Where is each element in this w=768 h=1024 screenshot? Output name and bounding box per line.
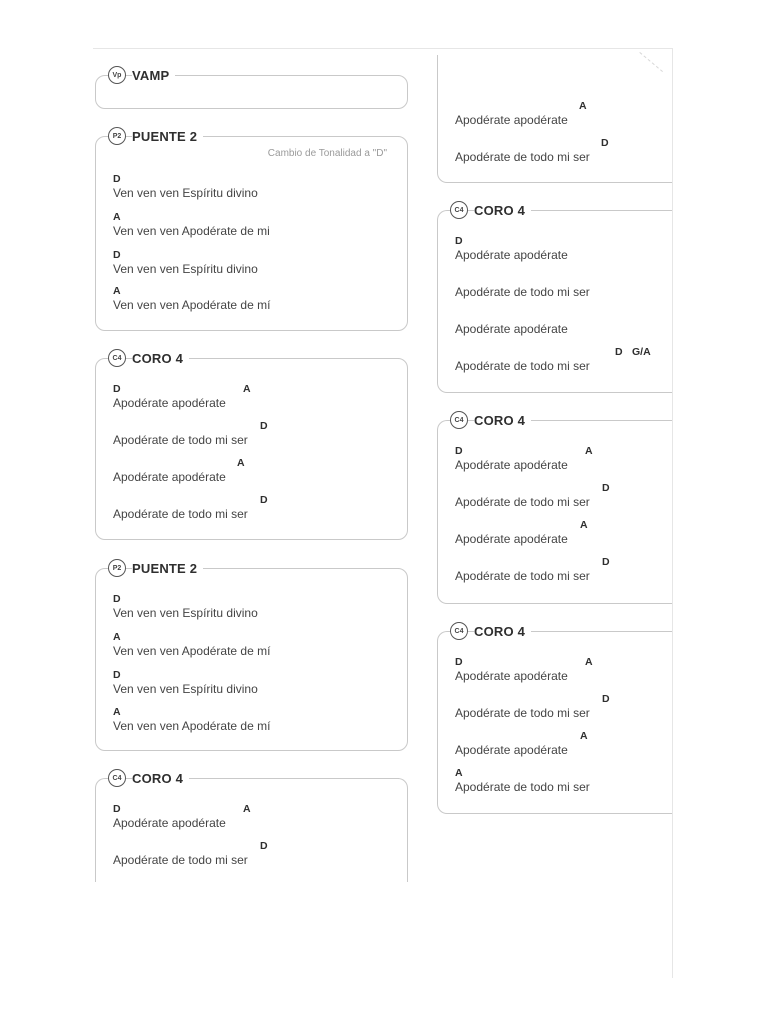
chord: D <box>113 593 121 605</box>
section-header <box>108 125 407 147</box>
chord: A <box>585 445 593 457</box>
section-title: CORO 4 <box>474 413 531 428</box>
lyric: Apodérate apodérate <box>455 743 568 757</box>
chord: D <box>260 420 268 432</box>
chord: A <box>455 767 463 779</box>
section-coro-4 <box>95 350 408 540</box>
header-divider <box>203 136 399 137</box>
section-title: PUENTE 2 <box>132 561 203 576</box>
chord: A <box>113 285 121 297</box>
chord: A <box>243 803 251 815</box>
section-header <box>108 557 407 579</box>
page-right-border <box>672 48 673 978</box>
lyric: Apodérate de todo mi ser <box>455 359 590 373</box>
lyric: Apodérate apodérate <box>113 816 226 830</box>
lyric-line <box>455 309 662 346</box>
section-header <box>108 347 407 369</box>
lyric-line <box>113 706 397 743</box>
lyric: Apodérate de todo mi ser <box>113 853 248 867</box>
lyric-line <box>455 519 662 556</box>
lyric: Apodérate apodérate <box>113 396 226 410</box>
chord: D <box>455 235 463 247</box>
lyric-line <box>113 211 397 249</box>
chord: A <box>580 519 588 531</box>
lyric: Apodérate de todo mi ser <box>113 433 248 447</box>
lyric-line <box>455 482 662 519</box>
lyric-line <box>455 730 662 767</box>
chord: D <box>260 494 268 506</box>
lyric-line <box>455 767 662 804</box>
lyric-line <box>455 445 662 482</box>
section-header <box>108 64 407 86</box>
section-title: CORO 4 <box>474 203 531 218</box>
chord: G/A <box>632 346 651 358</box>
lyric-line <box>455 137 662 174</box>
chord: D <box>260 840 268 852</box>
chord: D <box>602 556 610 568</box>
header-divider <box>175 75 399 76</box>
lyric: Ven ven ven Espíritu divino <box>113 262 258 276</box>
section-badge-icon: C4 <box>108 349 126 367</box>
lyric: Ven ven ven Apodérate de mi <box>113 224 270 238</box>
lyric: Apodérate apodérate <box>455 113 568 127</box>
lyric-line <box>455 235 662 272</box>
header-divider <box>189 358 399 359</box>
chord: D <box>602 482 610 494</box>
lyric: Ven ven ven Espíritu divino <box>113 186 258 200</box>
lyric-line <box>113 803 397 840</box>
section-badge-icon: P2 <box>108 559 126 577</box>
section-title: CORO 4 <box>132 771 189 786</box>
section-header <box>450 199 672 221</box>
lyric-line <box>113 593 397 631</box>
lyric-line <box>113 494 397 531</box>
lyric: Ven ven ven Espíritu divino <box>113 682 258 696</box>
section-header <box>108 767 407 789</box>
section-title: VAMP <box>132 68 175 83</box>
lyric: Apodérate de todo mi ser <box>455 495 590 509</box>
header-divider <box>531 631 672 632</box>
section-title: CORO 4 <box>132 351 189 366</box>
lyric-line <box>113 420 397 457</box>
lyric-line <box>113 285 397 322</box>
header-divider <box>203 568 399 569</box>
section-coro-4 <box>437 623 672 814</box>
chord: D <box>601 137 609 149</box>
section-badge-icon: C4 <box>450 201 468 219</box>
chord: D <box>455 656 463 668</box>
lyric: Apodérate apodérate <box>455 248 568 262</box>
lyric-line <box>455 272 662 309</box>
chord: D <box>455 445 463 457</box>
section-coro-4 <box>95 770 408 882</box>
lyric: Apodérate de todo mi ser <box>455 150 590 164</box>
chord: D <box>113 173 121 185</box>
header-divider <box>531 210 672 211</box>
lyric: Ven ven ven Apodérate de mí <box>113 298 271 312</box>
chord: A <box>579 100 587 112</box>
section-badge-icon: P2 <box>108 127 126 145</box>
lyric-line <box>455 693 662 730</box>
lyric-line <box>455 556 662 593</box>
chord: A <box>113 706 121 718</box>
section-title: PUENTE 2 <box>132 129 203 144</box>
lyric: Apodérate de todo mi ser <box>455 780 590 794</box>
lyric-line <box>113 457 397 494</box>
lyric: Ven ven ven Apodérate de mí <box>113 644 271 658</box>
section-header <box>450 409 672 431</box>
chord: A <box>237 457 245 469</box>
lyric-line <box>113 840 397 877</box>
lyric: Ven ven ven Espíritu divino <box>113 606 258 620</box>
lyric-line <box>455 100 662 137</box>
lyric: Apodérate apodérate <box>113 470 226 484</box>
chord: A <box>113 631 121 643</box>
section-puente-2 <box>95 128 408 331</box>
lyric: Apodérate apodérate <box>455 532 568 546</box>
lyric-line <box>455 346 662 383</box>
lyric-line <box>455 656 662 693</box>
header-divider <box>189 778 399 779</box>
page-top-border <box>93 48 673 49</box>
lyric-line <box>113 383 397 420</box>
section-coro-4 <box>437 202 672 393</box>
lyric-line <box>113 173 397 211</box>
section-badge-icon: C4 <box>450 622 468 640</box>
chord: A <box>580 730 588 742</box>
section-continuation <box>437 55 672 183</box>
chord: D <box>113 383 121 395</box>
chord: A <box>243 383 251 395</box>
section-badge-icon: C4 <box>450 411 468 429</box>
chord: D <box>602 693 610 705</box>
section-puente-2 <box>95 560 408 751</box>
chord: D <box>113 803 121 815</box>
lyric-line <box>113 631 397 669</box>
lyric: Apodérate de todo mi ser <box>455 569 590 583</box>
section-coro-4 <box>437 412 672 604</box>
lyric: Apodérate de todo mi ser <box>455 285 590 299</box>
chord: D <box>113 669 121 681</box>
chord: D <box>615 346 623 358</box>
lyric: Apodérate apodérate <box>455 458 568 472</box>
lyric: Apodérate de todo mi ser <box>455 706 590 720</box>
section-header <box>450 620 672 642</box>
section-vamp <box>95 67 408 109</box>
chord: D <box>113 249 121 261</box>
section-title: CORO 4 <box>474 624 531 639</box>
header-divider <box>531 420 672 421</box>
chord: A <box>113 211 121 223</box>
section-badge-icon: Vp <box>108 66 126 84</box>
key-change-note: Cambio de Tonalidad a "D" <box>267 148 387 159</box>
chord: A <box>585 656 593 668</box>
lyric-line <box>113 669 397 706</box>
lyric-line <box>113 249 397 285</box>
lyric: Apodérate apodérate <box>455 669 568 683</box>
section-badge-icon: C4 <box>108 769 126 787</box>
lyric: Ven ven ven Apodérate de mí <box>113 719 271 733</box>
lyric: Apodérate de todo mi ser <box>113 507 248 521</box>
lyric: Apodérate apodérate <box>455 322 568 336</box>
